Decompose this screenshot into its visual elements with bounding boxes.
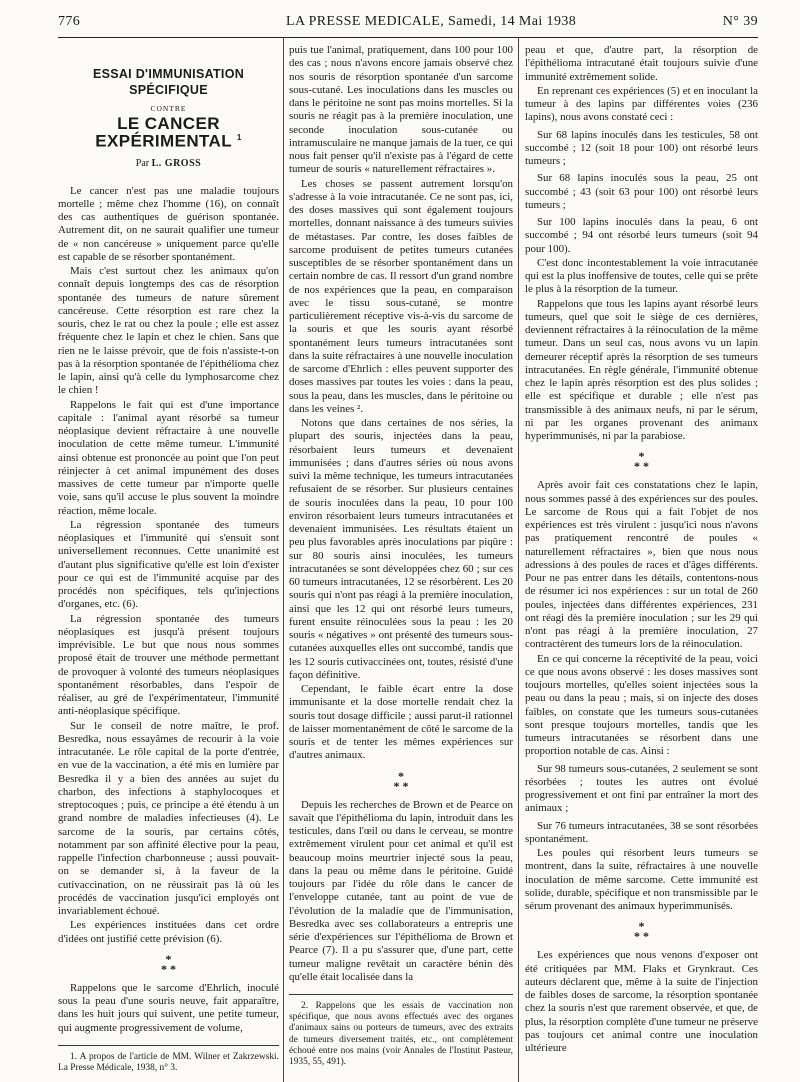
paragraph: Notons que dans certaines de nos séries, la plupart des souris, injectées dans la peau, résorbaient leurs tumeurs et devenaient immunisées ; dans d'autres séries où nous avons suivi la même technique, les tumeurs intracutanées refusaient de se résorber. Sur plusieurs centaines de souris inoculées dans la peau, 10 pour 100 environ résorbaient leurs tumeurs intracutanées et devenaient immunisées. Les résultats étaient un peu plus favorables après inoculations par piqûre : sur 80 souris ainsi inoculées, les tumeurs intracutanées se sont développées chez 60 ; sur ces 60 tumeurs intracutanées, 12 se résorbèrent. Les 20 souris qui n'ont pas réagi à la première inoculation, ainsi que les 12 qui ont résorbé leurs tumeurs, furent ensuite réinoculées sous la peau : les 20 souris « négatives » ont présenté des tumeurs sous-cutanées auxquelles elles ont succombé, tandis que les 12 souris cutivaccinées ont, toutes, résisté d'une façon définitive. bbox=[289, 417, 513, 681]
paragraph: Sur 98 tumeurs sous-cutanées, 2 seulement se sont résorbées ; toutes les autres ont évolué progressivement et ont fini par entraîner la mort des animaux ; bbox=[525, 762, 758, 815]
section-separator: * * * bbox=[634, 919, 649, 944]
paragraph: Sur 68 lapins inoculés dans les testicules, 58 ont succombé ; 12 (soit 18 pour 100) ont résorbé leurs tumeurs ; bbox=[525, 128, 758, 167]
paragraph: Sur 100 lapins inoculés dans la peau, 6 ont succombé ; 94 ont résorbé leurs tumeurs (soit 94 pour 100). bbox=[525, 216, 758, 255]
title-line-2: SPÉCIFIQUE bbox=[129, 83, 208, 97]
paragraph: Rappelons que tous les lapins ayant résorbé leurs tumeurs, quel que soit le siège de ces dernières, deviennent réfractaires à la réinoculation de la même tumeur. Dans un seul cas, nous avons vu un lapin demeurer réceptif après la résorption de ses tumeurs intracutanées. En règle générale, l'immunité obtenue chez le lapin après résorption est des plus solides ; elle est spécifique et durable ; elle n'est pas transmissible à des animaux neufs, ni par le sérum, ni par les organes provenant des animaux hyperimmunisés, ni par la parabiose. bbox=[525, 297, 758, 442]
paragraph: Rappelons le fait qui est d'une importance capitale : l'animal ayant résorbé sa tumeur néoplasique devient réfractaire à une nouvelle inoculation de cette même tumeur. L'immunité ainsi obtenue est prononcée au point que l'on peut réinjecter à cet animal impunément des doses massives de cette tumeur par n'importe quelle voie, sans qu'il accuse le plus souvent la moindre réaction, même locale. bbox=[58, 398, 279, 517]
paragraph: La régression spontanée des tumeurs néoplasiques et l'immunité qui s'ensuit sont universellement reconnues. Cette unanimité est d'autant plus significative qu'elle est loin d'exister pour ce qui est de l'immunité acquise par des procédés non spécifiques, tels qu'injections d'organes, etc. (6). bbox=[58, 518, 279, 611]
column-rule-1 bbox=[283, 37, 284, 1082]
paragraph: Après avoir fait ces constatations chez le lapin, nous sommes passé à des expériences sur des poules. Le sarcome de Rous qui a fait l'objet de nos expériences est très virulent : jusqu'ici nous n'avons pas pratiquement rencontré de poules « naturellement réfractaires », bien que nous nous adressions à des poules de races et d'âges différents. Pour ne pas entrer dans les détails, contentons-nous de résumer ici nos expériences : sur un total de 260 poules, injectées dans différentes expériences, 231 ont réagi dès la première inoculation ; sur les 29 qui n'ont pas réagi à la première inoculation, 27 contractèrent des tumeurs lors de la réinoculation. bbox=[525, 479, 758, 651]
section-separator: * * * bbox=[161, 951, 176, 976]
footnote: 1. A propos de l'article de MM. Wilner et Zakrzewski. La Presse Médicale, 1938, n° 3. bbox=[58, 1051, 279, 1074]
paragraph: peau et que, d'autre part, la résorption de l'épithélioma intracutané était toujours suivie d'une immunité extrêmement solide. bbox=[525, 44, 758, 83]
paragraph: puis tue l'animal, pratiquement, dans 100 pour 100 des cas ; nous n'avons encore jamais observé chez nos souris de résorption spontanée d'un sarcome sous-cutané. Les inoculations dans les muscles ou dans le péritoine ne sont pas moins mortelles. Si la souris ne réagit pas à la première inoculation, une seconde inoculation sous-cutanée ou intramusculaire ne manque jamais de la tuer, ce qui nous fait penser qu'il n'existe pas à l'égard de cette tumeur de souris « naturellement réfractaires ». bbox=[289, 44, 513, 176]
paragraph: Cependant, le faible écart entre la dose immunisante et la dose mortelle rendait chez la souris tout dosage difficile ; aussi parut-il rationnel de laisser momentanément de côté le sarcome de la souris et de tenter les mêmes expériences sur d'autres animaux. bbox=[289, 683, 513, 762]
title-footnote-marker: 1 bbox=[236, 132, 242, 142]
running-header bbox=[58, 14, 758, 34]
footnote: 2. Rappelons que les essais de vaccination non spécifique, que nous avons effectués avec des organes d'animaux sains ou porteurs de tumeurs, avec des extraits de tumeurs diversement traités, etc., ont complètement échoué entre nos mains (voir Annales de l'Institut Pasteur, 1935, 55, 491). bbox=[289, 1001, 513, 1068]
paragraph: Rappelons que le sarcome d'Ehrlich, inoculé sous la peau d'une souris neuve, fait apparaître, dans les huit jours qui suivent, une petite tumeur, qui augmente progressivement de volume, bbox=[58, 981, 279, 1034]
paragraph: Les expériences instituées dans cet ordre d'idées ont justifié cette prévision (6). bbox=[58, 919, 279, 945]
paragraph: C'est donc incontestablement la voie intracutanée qui est la plus inoffensive de toutes, celle qui se prête le plus à la résorption de la tumeur. bbox=[525, 256, 758, 296]
footnote-block bbox=[58, 1045, 279, 1074]
header-rule bbox=[58, 37, 758, 38]
paragraph: Mais c'est surtout chez les animaux qu'on connaît depuis longtemps des cas de résorption spontanée des tumeurs de nature sûrement cancéreuse. Cette résorption est rare chez la souris, chez le rat ou chez la poule ; elle est assez fréquente chez le lapin et chez le chien. Sans que rien ne le laisse prévoir, que de fois n'assiste-t-on pas à la résorption spontanée de l'épithélioma chez le lapin, ainsi qu'à celle du lymphosarcome chez le chien ! bbox=[58, 265, 279, 397]
column-2 bbox=[289, 44, 513, 1076]
paragraph: Le cancer n'est pas une maladie toujours mortelle ; même chez l'homme (16), on connaît des cas authentiques de guérison spontanée. Autrement dit, on ne saurait qualifier une tumeur de « non cancéreuse » uniquement parce qu'elle est capable de se résorber spontanément. bbox=[58, 184, 279, 263]
issue-number: N° 39 bbox=[722, 14, 758, 29]
paragraph: Les poules qui résorbent leurs tumeurs se montrent, dans la suite, réfractaires à une nouvelle inoculation de même sarcome. Cette immunité est solide, durable, spécifique et non transmissible par le sérum provenant des animaux hyperimmunisés. bbox=[525, 847, 758, 912]
paragraph: Sur 68 lapins inoculés sous la peau, 25 ont succombé ; 43 (soit 63 pour 100) ont résorbé leurs tumeurs ; bbox=[525, 172, 758, 211]
paragraph: Les choses se passent autrement lorsqu'on s'adresse à la voie intracutanée. Ce ne sont pas, ici, des doses massives qui sont également toujours mortelles, donnant naissance à des tumeurs suivies de métastases. Par contre, les doses faibles de sarcome produisent de petites tumeurs cutanées susceptibles de se résorber spontanément dans un certain nombre de cas. Il ressort d'un grand nombre de nos expériences que la peau, en comparaison avec le tissu sous-cutané, se montre particulièrement réceptive vis-à-vis du sarcome de la souris et que les souris ayant résorbé spontanément leurs tumeurs intracutanées sont dans la suite réfractaires à une nouvelle inoculation de sarcome d'Ehrlich : elles peuvent supporter des doses massives par toutes les voies : dans la peau, sous la peau, dans les muscles, dans le péritoine ou dans les veines ². bbox=[289, 177, 513, 415]
column-1 bbox=[58, 44, 279, 1076]
title-contre: CONTRE bbox=[150, 104, 187, 113]
author-prefix: Par bbox=[135, 158, 150, 170]
section-separator: * * * bbox=[393, 768, 409, 793]
title-line-1: ESSAI D'IMMUNISATION bbox=[92, 67, 245, 81]
paragraph: Sur le conseil de notre maître, le prof. Besredka, nous essayâmes de recourir à la voie intracutanée. Le rôle capital de la porte d'entrée, en vue de la vaccination, a été mis en lumière par Besredka il y a bien des années au sujet du charbon, des infections à staphylocoques et streptocoques ; puis, ce principe a été étendu à un grand nombre de maladies infectieuses (4). Le sarcome de la souris, par certains côtés, notamment par son affinité élective pour la peau, rappelle l'infection charbonneuse ; aussi pouvait-on se demander si, à la faveur de la cutivaccination, on ne réussirait pas là où les procédés de vaccination jusqu'ici employés ont invariablement échoué. bbox=[58, 719, 279, 918]
section-separator: * * * bbox=[634, 449, 649, 474]
page-number: 776 bbox=[58, 14, 81, 29]
paragraph: En reprenant ces expériences (5) et en inoculant la tumeur à des lapins par différentes voies (236 lapins), nous avons constaté ceci : bbox=[525, 84, 758, 124]
title-main: LE CANCER EXPÉRIMENTAL $^1$ bbox=[95, 114, 242, 151]
paragraph: Les expériences que nous venons d'exposer ont été critiquées par MM. Flaks et Grynkraut. Ces auteurs déclarent que, même à la suite de l'injection de faibles doses de sarcome, la résorption spontanée chez la souris n'est que rarement observée, et que, de plus, la résorption complète d'une tumeur ne préserve pas toujours cet animal contre une inoculation ultérieure bbox=[525, 949, 758, 1054]
paragraph: La régression spontanée des tumeurs néoplasiques est jusqu'à présent toujours imprévisible. Le but que nous nous sommes proposé était de trouver une méthode permettant de provoquer à volonté des tumeurs néoplasiques spontanément résorbables, dans l'espoir de réaliser, au gré de l'expérimentateur, l'immunité anti-néoplasique spécifique. bbox=[58, 612, 279, 718]
paragraph: Depuis les recherches de Brown et de Pearce on savait que l'épithélioma du lapin, introduit dans les testicules, dans l'œil ou dans le cerveau, se montre extrêmement virulent pour cet animal et qu'il est beaucoup moins meurtrier injecté sous la peau, dans la peau ou même dans le péritoine. Guidé toujours par l'idée du rôle dans le cancer de l'enveloppe cutanée, tant au point de vue de l'évolution de la maladie que de l'immunisation, Besredka avec ses collaborateurs a entrepris une série d'expériences sur l'épithélioma de Brown et Pearce (7). Il a pu s'assurer que, d'une part, cette tumeur maligne revêtait un caractère bénin dès qu'elle était localisée dans la bbox=[289, 798, 513, 983]
paragraph: Sur 76 tumeurs intracutanées, 38 se sont résorbées spontanément. bbox=[525, 819, 758, 845]
paragraph: En ce qui concerne la réceptivité de la peau, voici ce que nous avons observé : les doses massives sont toujours mortelles, qu'elles soient injectées sous la peau ou dans la peau ; mais, si on injecte des doses faibles, on constate que les tumeurs sous-cutanées sont presque toujours mortelles, tandis que les tumeurs intracutanées se résorbent dans une proportion notable de cas. Ainsi : bbox=[525, 652, 758, 758]
author-line bbox=[58, 157, 279, 170]
column-rule-2 bbox=[518, 37, 519, 1082]
journal-title: LA PRESSE MEDICALE, Samedi, 14 Mai 1938 bbox=[286, 14, 577, 29]
column-3 bbox=[525, 44, 758, 1076]
footnote-block bbox=[289, 994, 513, 1068]
article-title bbox=[58, 66, 279, 171]
author-name: L. GROSS bbox=[151, 158, 202, 170]
